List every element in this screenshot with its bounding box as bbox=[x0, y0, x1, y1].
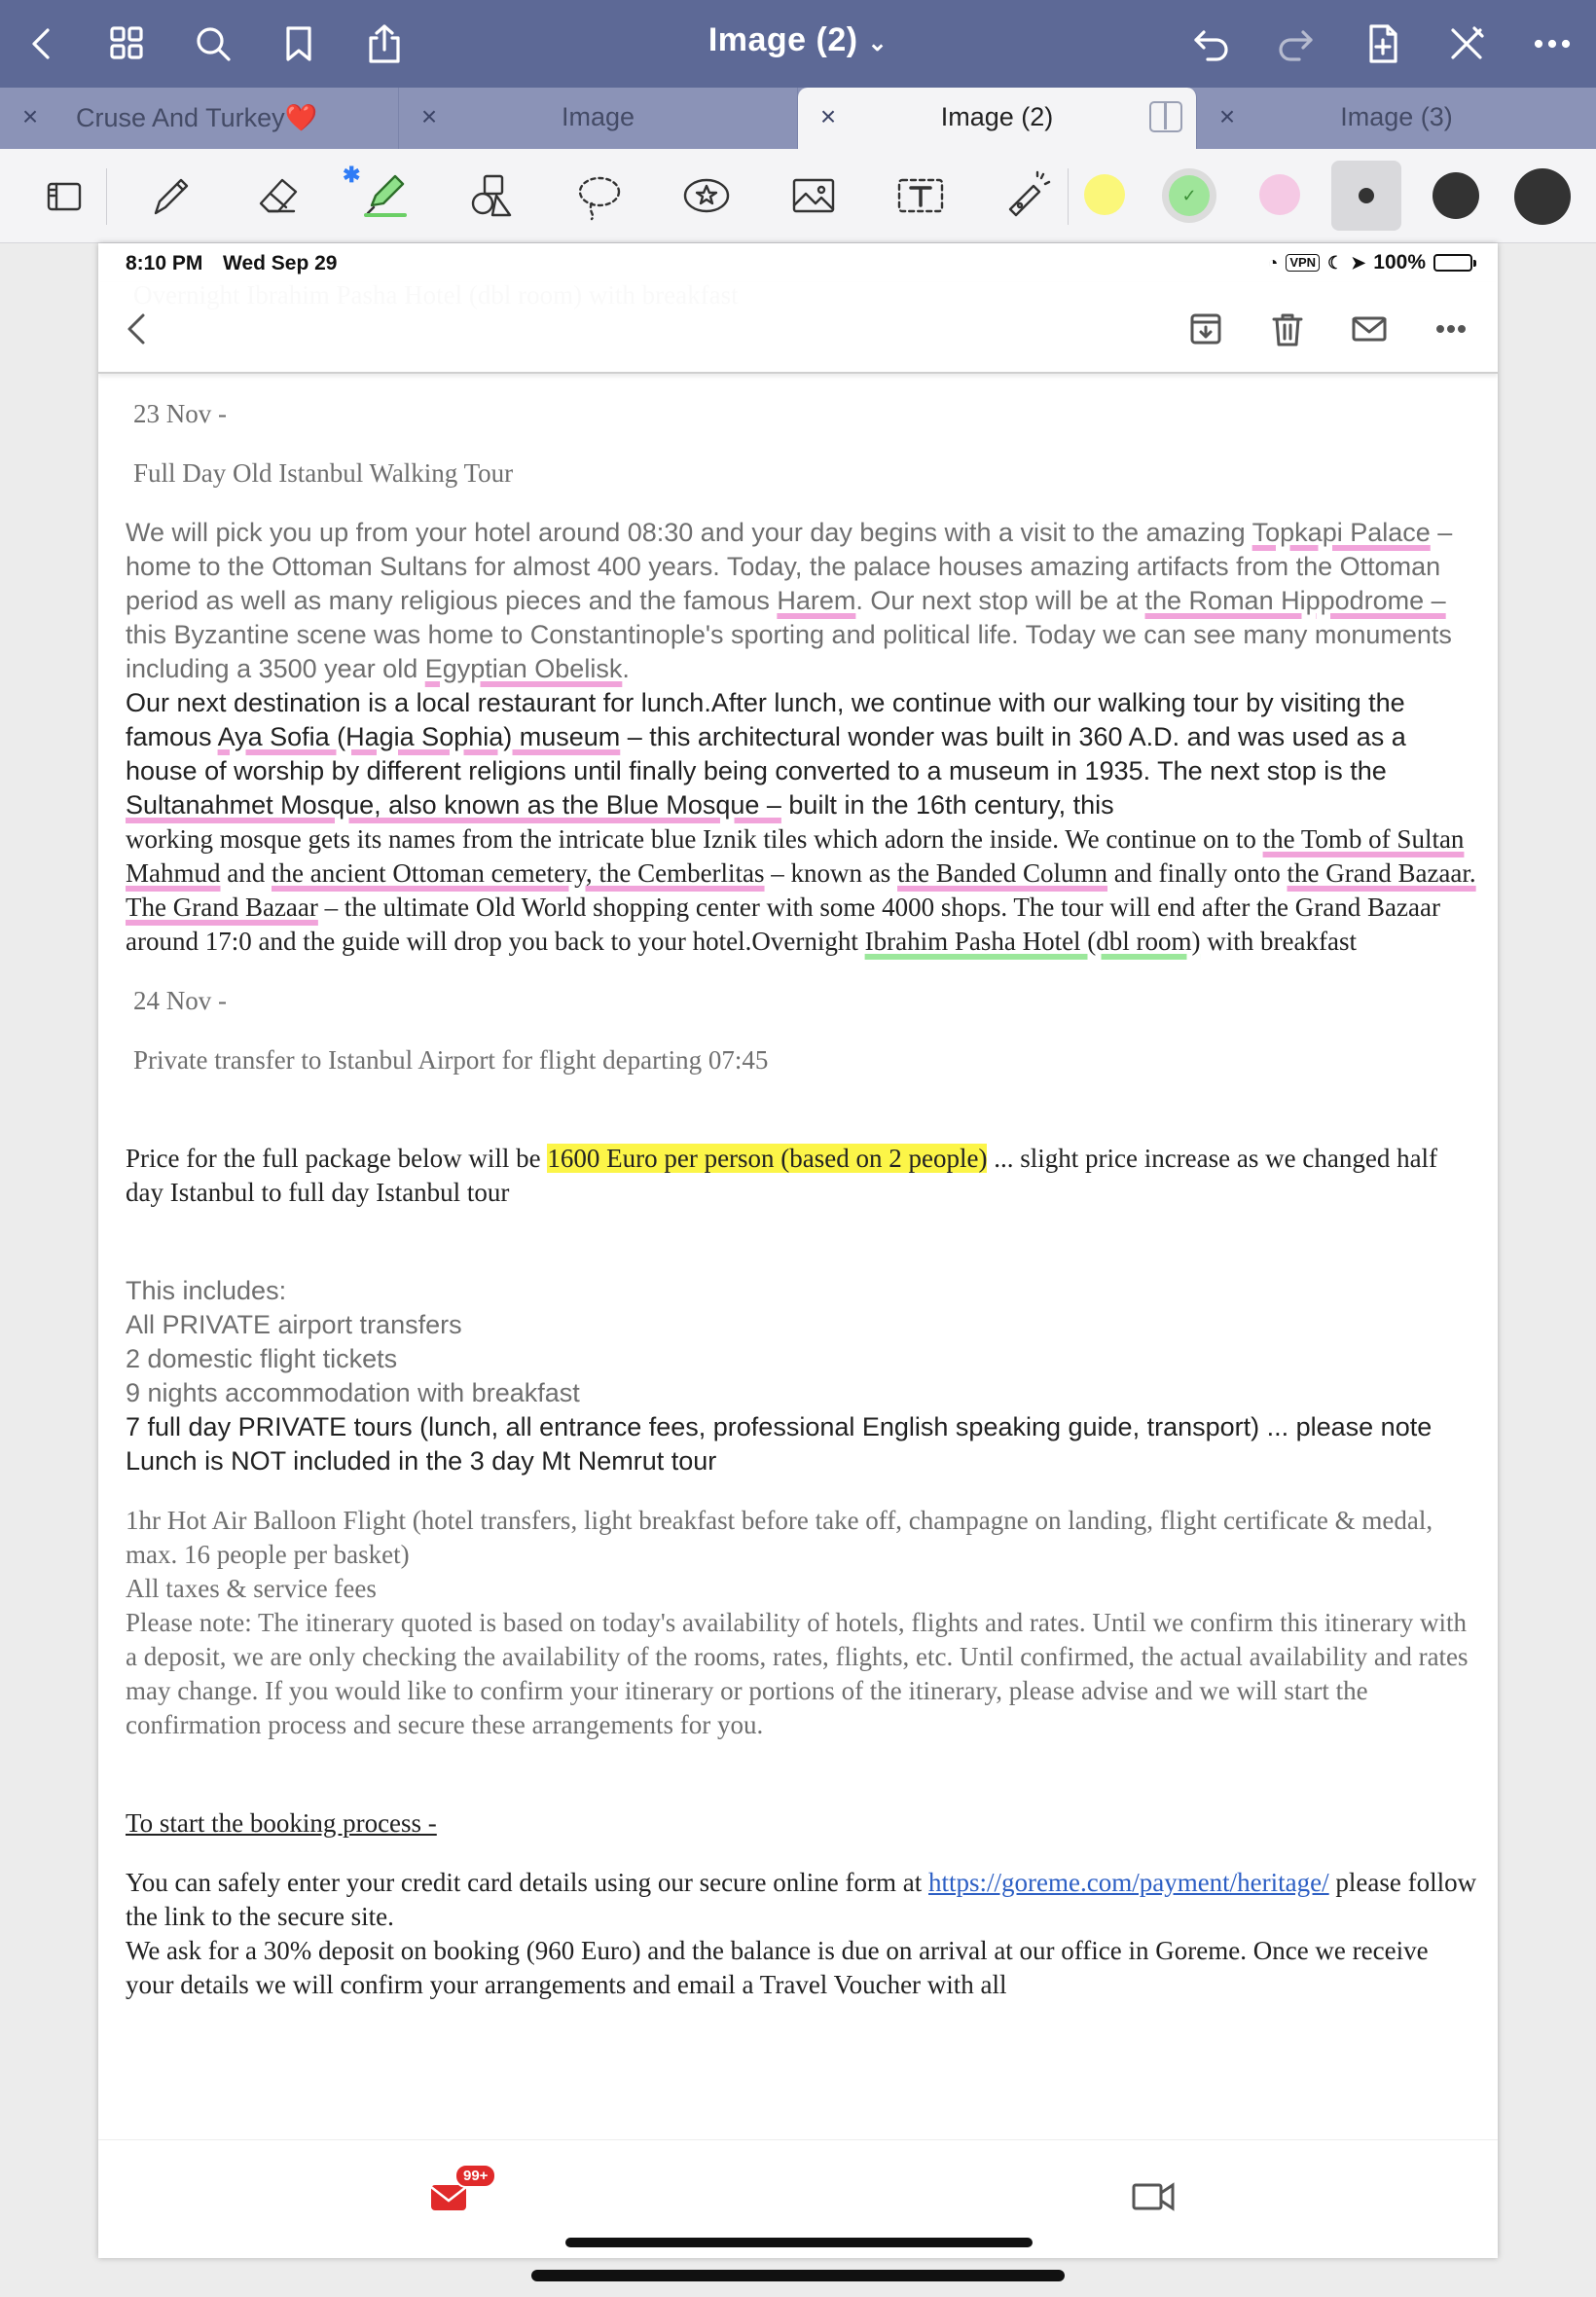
ios-status-bar bbox=[98, 243, 1498, 282]
lasso-tool[interactable] bbox=[564, 161, 635, 231]
toolbar-divider bbox=[106, 168, 107, 225]
video-call-button[interactable] bbox=[1130, 2175, 1179, 2218]
chevron-left-icon bbox=[20, 22, 63, 65]
day-date: 24 Nov - bbox=[133, 986, 227, 1015]
tab-label: Image bbox=[561, 102, 635, 131]
color-swatch-pink[interactable] bbox=[1259, 174, 1300, 215]
stroke-size-small-selected[interactable] bbox=[1331, 161, 1401, 231]
status-indicators bbox=[1267, 251, 1472, 274]
highlighted-text: Sultanahmet Mosque, also known as the Blue Mosque – bbox=[126, 790, 781, 820]
stroke-size-large[interactable] bbox=[1514, 168, 1571, 225]
tab-image-2[interactable] bbox=[798, 88, 1197, 149]
text-run: – the ultimate Old World shopping center with some 4000 shops. The tour will end after the Grand Bazaar around 17:0 and the guide will drop you back to your hotel.Overnight bbox=[126, 893, 1440, 956]
includes-balloon: 1hr Hot Air Balloon Flight (hotel transfers, light breakfast before take off, champagne on landing, flight certificate & medal, max. 16 people per basket) bbox=[126, 1506, 1433, 1569]
inbox-button[interactable] bbox=[429, 2164, 497, 2222]
stroke-dot-icon bbox=[1359, 188, 1374, 203]
bookmark-button[interactable] bbox=[269, 14, 329, 74]
booking-paragraph-1 bbox=[126, 1866, 1478, 1934]
laser-pointer-tool[interactable] bbox=[993, 161, 1063, 231]
text-run: with breakfast bbox=[1200, 927, 1357, 956]
itinerary-note: Please note: The itinerary quoted is based on today's availability of hotels, flights and rates. Until we confirm this itinerary with a deposit, we are only checking the availability of the rooms, rates, flights, etc. Until confirmed, the actual availability and rates may change. If you would like to confirm your itinerary or portions of the itinerary, please advise and we will start the confirmation process and secure these arrangements for you. bbox=[126, 1608, 1469, 1739]
eraser-tool[interactable] bbox=[243, 161, 313, 231]
color-swatch-yellow[interactable] bbox=[1084, 174, 1125, 215]
text-icon bbox=[891, 166, 950, 225]
tab-label: Cruse And Turkey❤️ bbox=[76, 103, 318, 132]
close-icon[interactable]: × bbox=[1218, 101, 1236, 131]
screenshot-page bbox=[98, 243, 1498, 2258]
highlighted-text: the Grand Bazaar. The Grand Bazaar bbox=[126, 858, 1476, 922]
wifi-icon: ◔ bbox=[1267, 252, 1279, 273]
text-run: – this architectural wonder was built in 360 A.D. and was used as a house of worship by different religions until finally being converted to a museum in 1935. The next stop is the bbox=[126, 722, 1406, 785]
highlighter-icon bbox=[356, 166, 415, 225]
booking-heading: To start the booking process - bbox=[126, 1808, 437, 1838]
text-run: this Byzantine scene was home to Constantinople's sporting and political life. Today we can see many monuments including a 3500 year old bbox=[126, 620, 1452, 683]
highlighted-text: Aya Sofia (Hagia Sophia) museum bbox=[217, 722, 621, 751]
highlighted-text: Egyptian Obelisk bbox=[424, 654, 623, 683]
booking-text: You can safely enter your credit card details using our secure online form at bbox=[126, 1868, 928, 1897]
highlighted-text: the Banded Column bbox=[897, 858, 1108, 888]
text-run: We will pick you up from your hotel around 08:30 and your day begins with a visit to the amazing bbox=[126, 518, 1252, 547]
tab-label: Image (3) bbox=[1340, 102, 1453, 131]
text-run: ... slight price increase as we changed half day Istanbul to full day Istanbul tour bbox=[126, 1144, 1438, 1207]
battery-percent: 100% bbox=[1373, 251, 1426, 273]
sticker-icon bbox=[677, 166, 736, 225]
lasso-icon bbox=[570, 166, 629, 225]
status-time: 8:10 PM bbox=[126, 252, 203, 274]
tour-paragraph-1 bbox=[126, 516, 1478, 686]
tab-image-3[interactable] bbox=[1197, 88, 1596, 149]
top-navigation-bar bbox=[0, 0, 1596, 88]
annotation-toolbar bbox=[0, 149, 1596, 243]
mail-toolbar bbox=[98, 282, 1498, 374]
search-button[interactable] bbox=[183, 14, 243, 74]
text-run: and finally onto bbox=[1107, 858, 1288, 888]
close-icon[interactable]: × bbox=[21, 101, 39, 131]
grid-icon bbox=[106, 22, 149, 65]
trash-icon bbox=[1268, 310, 1307, 348]
highlighter-tool[interactable] bbox=[350, 161, 420, 231]
mail-icon bbox=[1350, 310, 1389, 348]
tab-bar bbox=[0, 88, 1596, 149]
email-body bbox=[126, 397, 1478, 2002]
more-icon bbox=[1432, 310, 1470, 348]
stroke-size-medium[interactable] bbox=[1433, 172, 1479, 219]
toolbar-divider bbox=[1068, 168, 1069, 225]
tab-cruse-and-turkey[interactable] bbox=[0, 88, 399, 149]
undo-button[interactable] bbox=[1181, 14, 1242, 74]
page-sidebar-button[interactable] bbox=[29, 161, 99, 231]
highlighted-text: Harem bbox=[777, 586, 856, 615]
text-run: working mosque gets its names from the intricate blue Iznik tiles which adorn the inside. We continue on to bbox=[126, 824, 1263, 854]
undo-icon bbox=[1190, 22, 1233, 65]
booking-text: please follow the link to the secure site. bbox=[126, 1868, 1477, 1931]
image-tool[interactable] bbox=[779, 161, 849, 231]
includes-list bbox=[126, 1274, 1478, 1410]
day-date: 23 Nov - bbox=[133, 399, 227, 428]
payment-link[interactable]: https://goreme.com/payment/heritage/ bbox=[928, 1868, 1329, 1897]
day-title: Private transfer to Istanbul Airport for flight departing 07:45 bbox=[133, 1045, 769, 1075]
includes-item: This includes: bbox=[126, 1276, 287, 1305]
search-icon bbox=[192, 22, 235, 65]
bookmark-icon bbox=[277, 22, 320, 65]
text-run: – home to the Ottoman Sultans for almost 400 years. Today, the palace houses amazing artifacts from the Ottoman period as well as many religious pieces and the famous bbox=[126, 518, 1453, 615]
includes-item: 9 nights accommodation with breakfast bbox=[126, 1378, 580, 1407]
reply-mail-button[interactable] bbox=[1342, 302, 1396, 356]
close-icon[interactable]: × bbox=[819, 101, 837, 131]
location-icon: ➤ bbox=[1351, 252, 1366, 273]
laser-pointer-icon bbox=[998, 166, 1057, 225]
pen-tool[interactable] bbox=[136, 161, 206, 231]
redo-icon bbox=[1274, 22, 1317, 65]
bluetooth-icon: ✱ bbox=[343, 163, 361, 187]
close-editing-button[interactable] bbox=[1436, 14, 1497, 74]
chevron-left-icon bbox=[118, 310, 157, 348]
close-pen-icon bbox=[1445, 22, 1488, 65]
add-page-icon bbox=[1361, 22, 1404, 65]
includes-taxes: All taxes & service fees bbox=[126, 1574, 377, 1603]
color-swatch-green-selected[interactable] bbox=[1162, 168, 1216, 223]
text-tool[interactable] bbox=[886, 161, 956, 231]
unread-badge: 99+ bbox=[454, 2164, 496, 2188]
text-run: and bbox=[220, 858, 272, 888]
redo-button[interactable] bbox=[1265, 14, 1325, 74]
close-icon[interactable]: × bbox=[420, 101, 438, 131]
sticker-tool[interactable] bbox=[671, 161, 742, 231]
moon-icon: ☾ bbox=[1327, 252, 1344, 273]
text-run: – known as bbox=[764, 858, 898, 888]
shapes-tool[interactable] bbox=[457, 161, 527, 231]
battery-icon bbox=[1433, 254, 1472, 272]
tab-image[interactable] bbox=[399, 88, 798, 149]
highlighted-text: the Tomb of Sultan Mahmud bbox=[126, 824, 1465, 888]
highlighted-text: Ibrahim Pasha Hotel (dbl room) bbox=[864, 927, 1201, 956]
more-icon bbox=[1531, 22, 1574, 65]
highlighted-text: the Roman Hippodrome – bbox=[1144, 586, 1446, 615]
add-page-button[interactable] bbox=[1353, 14, 1413, 74]
text-run: built in the 16th century, this bbox=[780, 790, 1114, 820]
video-camera-icon bbox=[1130, 2175, 1179, 2218]
shapes-icon bbox=[463, 166, 522, 225]
highlighted-text: 1600 Euro per person (based on 2 people) bbox=[547, 1144, 988, 1173]
image-icon bbox=[784, 166, 843, 225]
trash-button[interactable] bbox=[1260, 302, 1315, 356]
chevron-down-icon: ⌄ bbox=[867, 30, 889, 56]
home-indicator bbox=[531, 2270, 1065, 2281]
text-run: . Our next stop will be at bbox=[855, 586, 1145, 615]
includes-item: 2 domestic flight tickets bbox=[126, 1344, 398, 1373]
eraser-icon bbox=[249, 166, 308, 225]
tour-paragraph-3 bbox=[126, 822, 1478, 959]
mail-more-button[interactable] bbox=[1424, 302, 1478, 356]
pen-icon bbox=[142, 166, 200, 225]
share-button[interactable] bbox=[354, 14, 415, 74]
text-run: Our next destination is a local restaurant for lunch.After lunch, we continue with our walking tour by visiting the famous bbox=[126, 688, 1405, 751]
tab-label: Image (2) bbox=[940, 102, 1054, 131]
text-run: Price for the full package below will be bbox=[126, 1144, 548, 1173]
booking-paragraph-2: We ask for a 30% deposit on booking (960 Euro) and the balance is due on arrival at our office in Goreme. Once we receive your details we will confirm your arrangements and email a Travel Voucher with all bbox=[126, 1936, 1429, 1999]
back-button[interactable] bbox=[12, 14, 72, 74]
mail-back-button[interactable] bbox=[110, 302, 164, 356]
archive-icon bbox=[1186, 310, 1225, 348]
document-title-menu[interactable] bbox=[681, 14, 915, 74]
mail-bottom-bar bbox=[98, 2139, 1498, 2258]
home-indicator-inner bbox=[565, 2238, 1033, 2247]
includes-tours: 7 full day PRIVATE tours (lunch, all entrance fees, professional English speaking guide, transport) ... please note Lunch is NOT included in the 3 day Mt Nemrut tour bbox=[126, 1412, 1433, 1476]
vpn-badge: VPN bbox=[1286, 254, 1320, 272]
page-sidebar-icon bbox=[35, 166, 93, 225]
text-run: . bbox=[622, 654, 630, 683]
day-title: Full Day Old Istanbul Walking Tour bbox=[133, 458, 514, 488]
check-icon: ✓ bbox=[1169, 175, 1210, 216]
share-icon bbox=[363, 22, 406, 65]
price-paragraph bbox=[126, 1142, 1478, 1210]
highlighted-text: Topkapi Palace bbox=[1251, 518, 1431, 547]
split-view-icon[interactable] bbox=[1149, 101, 1182, 132]
document-title: Image (2) ⌄ bbox=[707, 21, 889, 58]
thumbnails-button[interactable] bbox=[97, 14, 158, 74]
includes-item: All PRIVATE airport transfers bbox=[126, 1310, 462, 1339]
status-date: Wed Sep 29 bbox=[223, 252, 338, 274]
archive-button[interactable] bbox=[1179, 302, 1233, 356]
more-options-button[interactable] bbox=[1522, 14, 1582, 74]
tour-paragraph-2 bbox=[126, 686, 1478, 822]
highlighted-text: the ancient Ottoman cemetery, the Cemberlitas bbox=[271, 858, 765, 888]
